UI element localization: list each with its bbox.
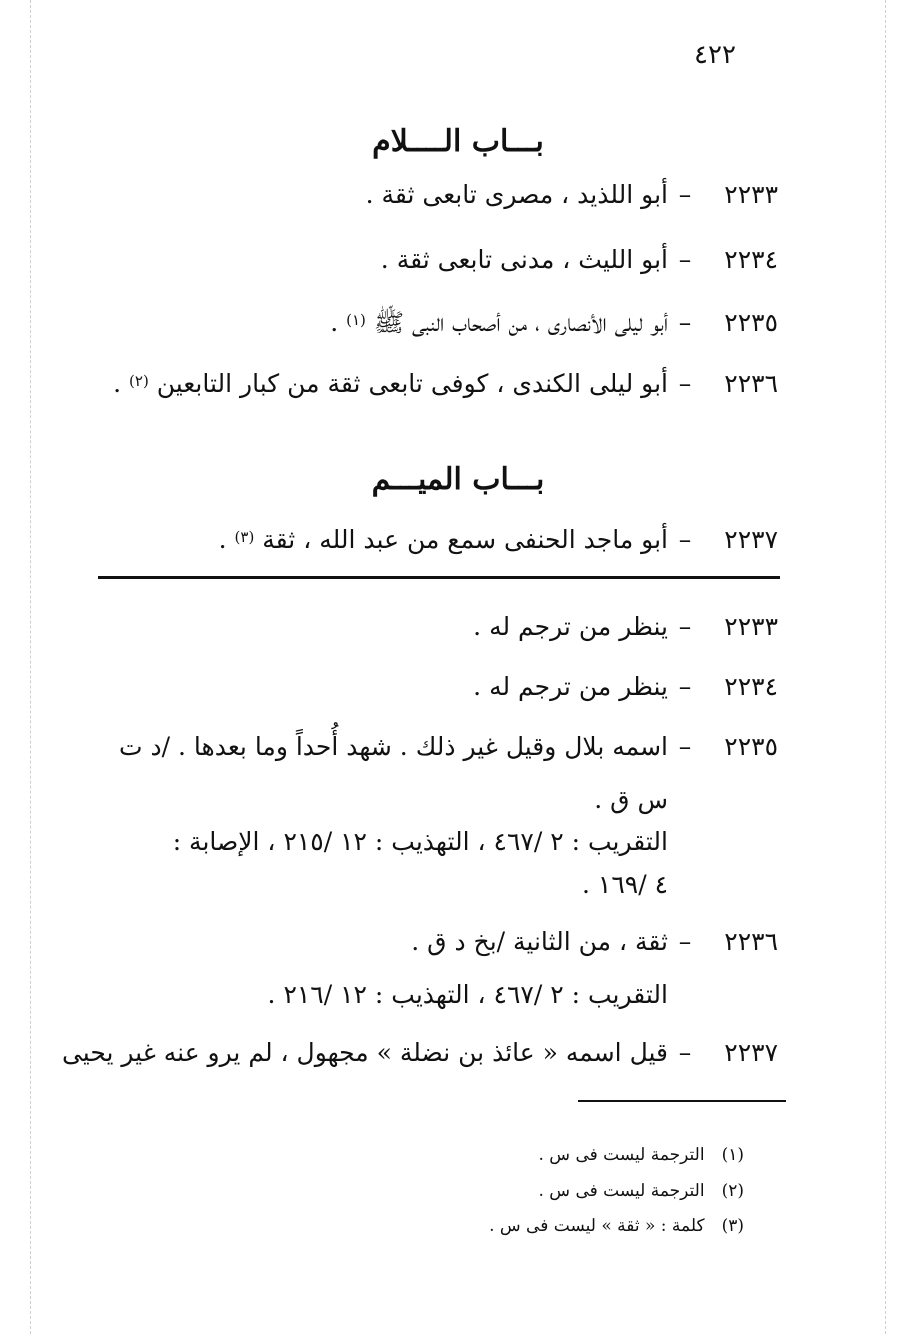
note-text: اسمه بلال وقيل غير ذلك . شهد أُحداً وما بعدها . /د ت — [119, 732, 668, 761]
entry-text: أبو ليلى الكندى ، كوفى تابعى ثقة من كبار التابعين — [156, 369, 668, 398]
footnote-text: كلمة : « ثقة » ليست فى س . — [489, 1216, 705, 1236]
entry-2235: ٢٢٣٥–أبو ليلى الأنصارى ، من أصحاب النبى ﷺ $^{(١)}$ . — [330, 308, 778, 337]
entry-end: . — [330, 308, 339, 337]
page-number: ٤٢٢ — [694, 40, 736, 70]
note-2236: ٢٢٣٦–ثقة ، من الثانية /بخ د ق . — [411, 927, 778, 956]
note-number: ٢٢٣٦ — [724, 927, 778, 956]
entry-text: أبو الليث ، مدنى تابعى ثقة . — [380, 245, 668, 274]
note-2235-line-3: التقريب : ٢ /٤٦٧ ، التهذيب : ١٢ /٢١٥ ، الإصابة : — [172, 827, 668, 856]
entry-text: أبو ماجد الحنفى سمع من عبد الله ، ثقة — [262, 525, 668, 554]
scan-margin-guide — [885, 0, 886, 1334]
scan-margin-guide — [30, 0, 31, 1334]
entry-number: ٢٢٣٧ — [724, 525, 778, 554]
note-number: ٢٢٣٤ — [724, 672, 778, 701]
entry-end: . — [218, 525, 227, 554]
note-text: ينظر من ترجم له . — [473, 672, 668, 701]
note-2235-line-2: س ق . — [594, 785, 668, 814]
entry-text: أبو اللذيد ، مصرى تابعى ثقة . — [365, 180, 668, 209]
section-heading-mim: بـــاب الميـــم — [371, 462, 545, 497]
note-2236-line-2: التقريب : ٢ /٤٦٧ ، التهذيب : ١٢ /٢١٦ . — [267, 980, 668, 1009]
entry-2237: ٢٢٣٧–أبو ماجد الحنفى سمع من عبد الله ، ثقة $^{(٣)}$ . — [218, 525, 778, 554]
section-heading-lam: بـــاب الــــلام — [372, 124, 544, 159]
note-number: ٢٢٣٧ — [724, 1038, 778, 1067]
note-2237: ٢٢٣٧–قيل اسمه « عائذ بن نضلة » مجهول ، لم يرو عنه غير يحيى — [61, 1038, 778, 1067]
footnote-mark: (١) — [721, 1145, 744, 1165]
entry-2233: ٢٢٣٣–أبو اللذيد ، مصرى تابعى ثقة . — [365, 180, 778, 209]
footnote-ref[interactable]: (٢) — [129, 372, 149, 390]
note-2235: ٢٢٣٥–اسمه بلال وقيل غير ذلك . شهد أُحداً وما بعدها . /د ت — [119, 732, 778, 761]
note-number: ٢٢٣٥ — [724, 732, 778, 761]
footnote-ref[interactable]: (٣) — [234, 528, 255, 546]
entry-number: ٢٢٣٣ — [724, 180, 778, 209]
entry-2236: ٢٢٣٦–أبو ليلى الكندى ، كوفى تابعى ثقة من كبار التابعين $^{(٢)}$ . — [113, 369, 778, 398]
entry-text: أبو ليلى الأنصارى ، من أصحاب النبى ﷺ — [373, 308, 668, 337]
note-text: ثقة ، من الثانية /بخ د ق . — [411, 927, 668, 956]
note-text: ينظر من ترجم له . — [473, 612, 668, 641]
entry-number: ٢٢٣٦ — [724, 369, 778, 398]
footnote-ref[interactable]: (١) — [346, 311, 366, 329]
note-2235-line-4: ٤ /١٦٩ . — [581, 870, 668, 899]
footnote-3 — [489, 1216, 744, 1236]
footnote-text: الترجمة ليست فى س . — [538, 1181, 705, 1201]
note-2233: ٢٢٣٣–ينظر من ترجم له . — [473, 612, 778, 641]
entry-number: ٢٢٣٥ — [724, 308, 778, 337]
footnote-mark: (٣) — [721, 1216, 744, 1236]
footnote-mark: (٢) — [721, 1181, 744, 1201]
entry-end: . — [113, 369, 122, 398]
footnote-divider — [578, 1100, 786, 1102]
footnote-1 — [538, 1145, 744, 1165]
footnote-2 — [538, 1181, 744, 1201]
main-divider — [98, 576, 780, 579]
entry-number: ٢٢٣٤ — [724, 245, 778, 274]
note-text: قيل اسمه « عائذ بن نضلة » مجهول ، لم يرو عنه غير يحيى — [61, 1038, 668, 1067]
footnote-text: الترجمة ليست فى س . — [538, 1145, 705, 1165]
note-number: ٢٢٣٣ — [724, 612, 778, 641]
entry-2234: ٢٢٣٤–أبو الليث ، مدنى تابعى ثقة . — [380, 245, 778, 274]
note-2234: ٢٢٣٤–ينظر من ترجم له . — [473, 672, 778, 701]
